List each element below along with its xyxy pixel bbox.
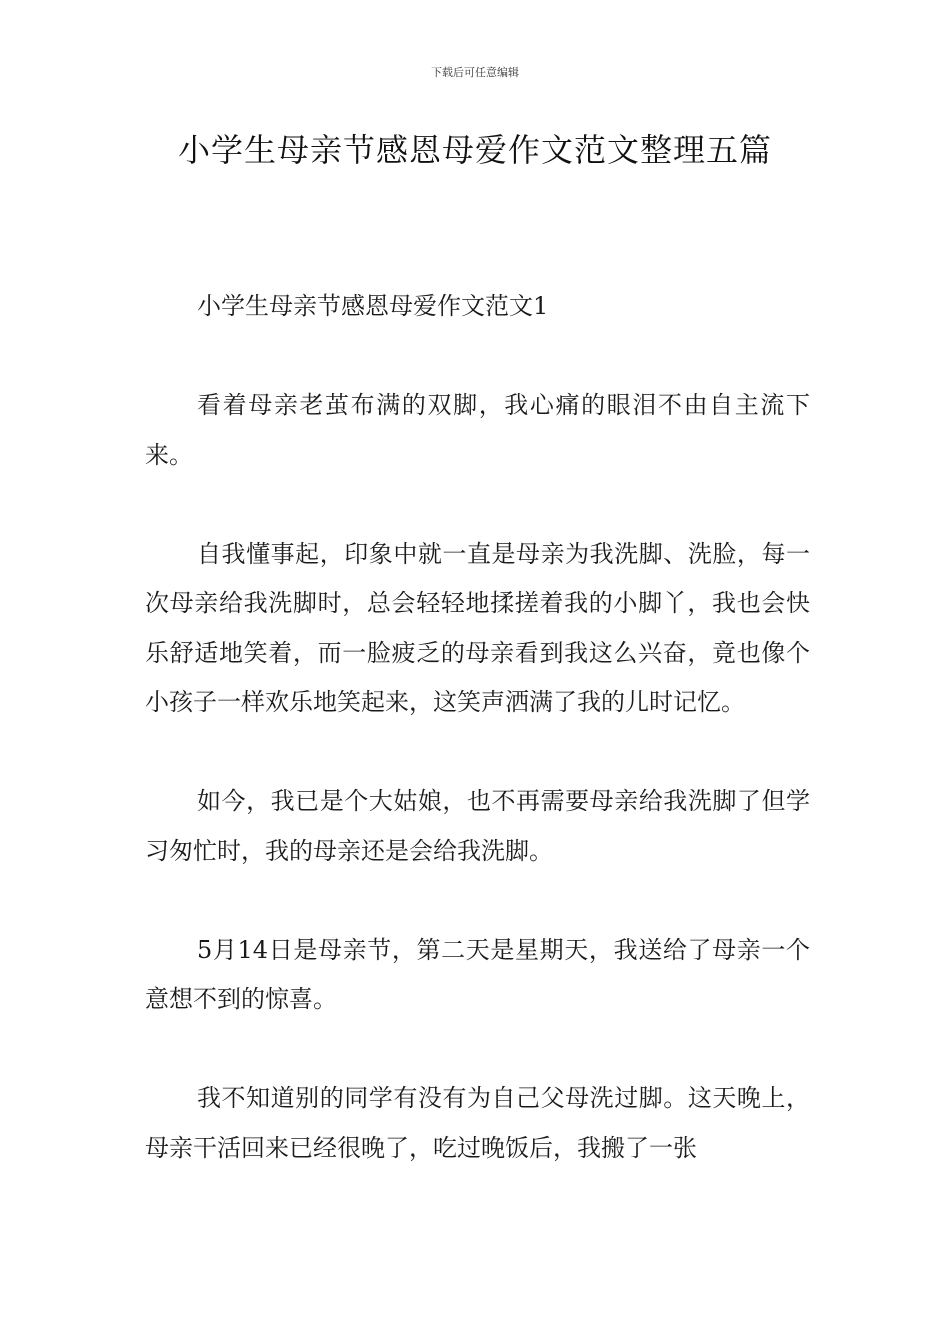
paragraph: 我不知道别的同学有没有为自己父母洗过脚。这天晚上，母亲干活回来已经很晚了，吃过晚饭后，我搬了一张 (145, 1084, 810, 1162)
paragraph: 自我懂事起，印象中就一直是母亲为我洗脚、洗脸，每一次母亲给我洗脚时，总会轻轻地揉搓着我的小脚丫，我也会快乐舒适地笑着，而一脸疲乏的母亲看到我这么兴奋，竟也像个小孩子一样欢乐地笑起来，这笑声洒满了我的儿时记忆。 (145, 539, 810, 716)
document-body (145, 282, 810, 1173)
paragraph: 5月14日是母亲节，第二天是星期天，我送给了母亲一个意想不到的惊喜。 (145, 935, 810, 1013)
document-title: 小学生母亲节感恩母爱作文范文整理五篇 (177, 131, 772, 169)
section-heading: 小学生母亲节感恩母爱作文范文1 (197, 292, 549, 320)
paragraph: 如今，我已是个大姑娘，也不再需要母亲给我洗脚了但学习匆忙时，我的母亲还是会给我洗脚。 (145, 787, 810, 865)
paragraph: 看着母亲老茧布满的双脚，我心痛的眼泪不由自主流下来。 (145, 391, 810, 469)
header-note: 下载后可任意编辑 (431, 66, 519, 79)
